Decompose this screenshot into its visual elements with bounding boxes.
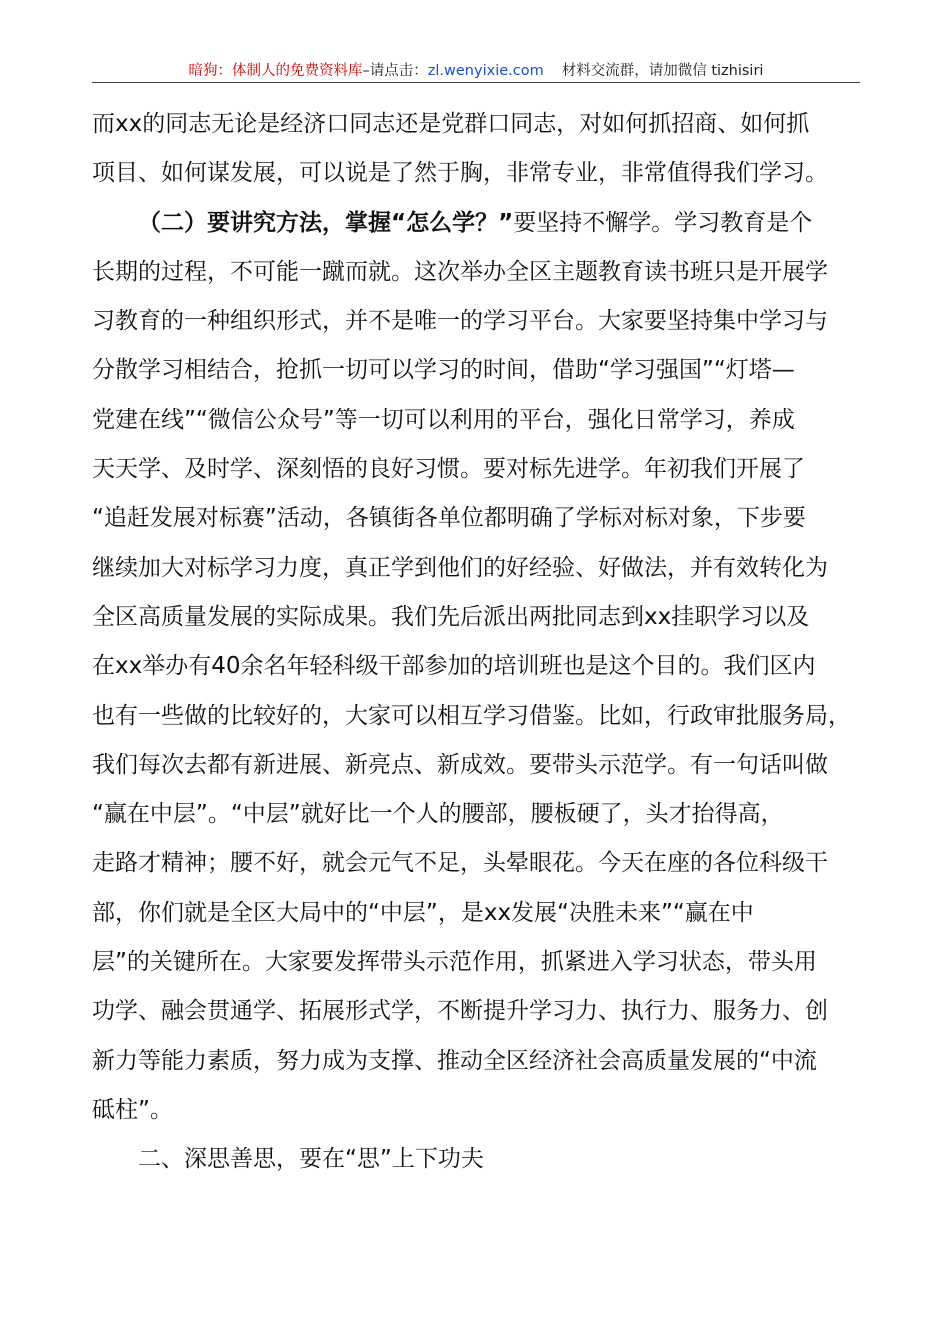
body-line: 习教育的一种组织形式，并不是唯一的学习平台。大家要坚持集中学习与 bbox=[92, 308, 828, 335]
body-line: 分散学习相结合，抢抓一切可以学习的时间，借助“学习强国”“灯塔— bbox=[92, 357, 795, 384]
document-body bbox=[92, 100, 860, 1185]
body-line: 而xx的同志无论是经济口同志还是党群口同志，对如何抓招商、如何抓 bbox=[92, 111, 810, 137]
header-brand: 暗狗：体制人的免费资料库 bbox=[188, 63, 363, 79]
page-header bbox=[92, 60, 860, 82]
header-click-prompt: –请点击： bbox=[362, 63, 428, 79]
body-line: 在xx举办有40余名年轻科级干部参加的培训班也是这个目的。我们区内 bbox=[92, 653, 816, 680]
body-line: 继续加大对标学习力度，真正学到他们的好经验、好做法，并有效转化为 bbox=[92, 554, 828, 581]
body-line: 长期的过程，不可能一蹴而就。这次举办全区主题教育读书班只是开展学 bbox=[92, 258, 828, 285]
body-line: 部，你们就是全区大局中的“中层”，是xx发展“决胜未来”“赢在中 bbox=[92, 899, 754, 926]
body-line: 砥柱”。 bbox=[92, 1096, 173, 1123]
body-text: 要坚持不懈学。学习教育是个 bbox=[513, 209, 813, 236]
body-line: 也有一些做的比较好的，大家可以相互学习借鉴。比如，行政审批服务局， bbox=[92, 702, 851, 729]
body-line: 层”的关键所在。大家要发挥带头示范作用，抓紧进入学习状态，带头用 bbox=[92, 949, 817, 976]
body-line: 我们每次去都有新进展、新亮点、新成效。要带头示范学。有一句话叫做 bbox=[92, 751, 828, 778]
section-heading: 二、深思善思，要在“思”上下功夫 bbox=[138, 1146, 484, 1173]
body-line: 党建在线”“微信公众号”等一切可以利用的平台，强化日常学习，养成 bbox=[92, 406, 795, 433]
body-line: 功学、融会贯通学、拓展形式学，不断提升学习力、执行力、服务力、创 bbox=[92, 998, 828, 1025]
body-line: “追赶发展对标赛”活动，各镇街各单位都明确了学标对标对象，下步要 bbox=[92, 505, 806, 532]
header-wechat-note: 材料交流群，请加微信 tizhisiri bbox=[561, 63, 764, 79]
body-line: 天天学、及时学、深刻悟的良好习惯。要对标先进学。年初我们开展了 bbox=[92, 456, 805, 483]
body-line: 新力等能力素质，努力成为支撑、推动全区经济社会高质量发展的“中流 bbox=[92, 1047, 817, 1074]
section-subheading: （二）要讲究方法，掌握“怎么学？” bbox=[138, 209, 514, 236]
body-line: 项目、如何谋发展，可以说是了然于胸，非常专业，非常值得我们学习。 bbox=[92, 160, 828, 187]
body-line bbox=[92, 199, 860, 248]
header-link[interactable]: zl.wenyixie.com bbox=[427, 63, 544, 79]
body-line: “赢在中层”。“中层”就好比一个人的腰部，腰板硬了，头才抬得高， bbox=[92, 801, 784, 828]
header-divider bbox=[92, 82, 860, 83]
body-line: 全区高质量发展的实际成果。我们先后派出两批同志到xx挂职学习以及 bbox=[92, 603, 810, 630]
body-line: 走路才精神；腰不好，就会元气不足，头晕眼花。今天在座的各位科级干 bbox=[92, 850, 828, 877]
